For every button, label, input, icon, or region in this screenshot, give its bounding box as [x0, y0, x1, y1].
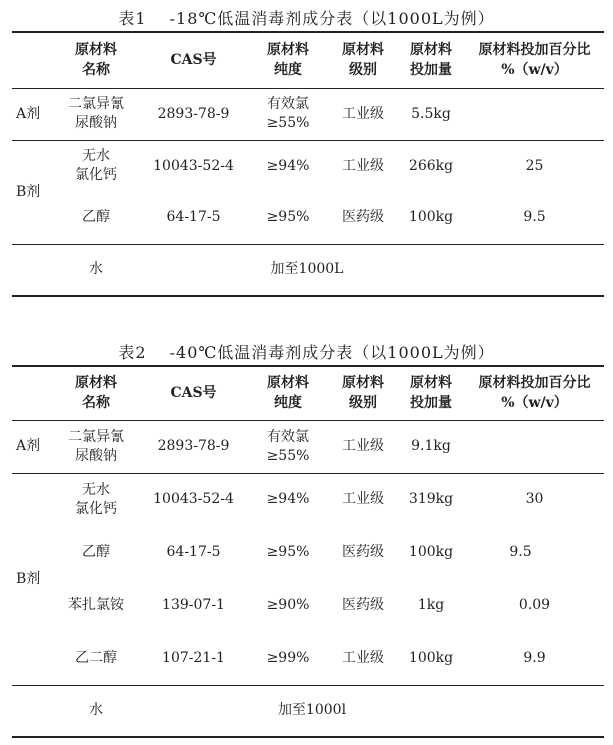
table-row — [12, 420, 604, 473]
water-value: 加至1000L — [140, 244, 604, 296]
grade: 医药级 — [342, 544, 384, 560]
table1 — [12, 31, 604, 297]
material-name: 二氯异氰 尿酸钠 — [52, 88, 140, 140]
material-name: 乙醇 — [82, 544, 110, 560]
cas-number: 10043-52-4 — [140, 140, 247, 192]
table-row-water — [12, 244, 604, 296]
percent — [465, 88, 604, 140]
water-label: 水 — [52, 685, 140, 737]
header-percent: 原材料投加百分比 %（w/v） — [465, 32, 604, 88]
cas-number: 10043-52-4 — [140, 473, 247, 526]
header-percent: 原材料投加百分比 %（w/v） — [465, 366, 604, 420]
amount: 319kg — [397, 473, 465, 526]
cas-number: 139-07-1 — [162, 597, 225, 613]
purity: ≥90% — [266, 597, 310, 613]
header-material: 原材料 名称 — [52, 366, 140, 420]
grade: 医药级 — [342, 597, 384, 613]
cas-number: 2893-78-9 — [140, 88, 247, 140]
purity: ≥99% — [266, 649, 310, 666]
grade: 工业级 — [342, 649, 384, 666]
table-row — [12, 192, 604, 244]
material-name: 乙醇 — [82, 209, 110, 226]
table-row — [12, 140, 604, 192]
agent-b-label: B剂 — [12, 140, 52, 244]
table2-caption: 表2 -40℃低温消毒剂成分表（以1000L为例） — [118, 343, 495, 362]
percent: 25 — [465, 140, 604, 192]
percent: 0.09 — [518, 597, 551, 613]
water-value: 加至1000l — [140, 685, 604, 737]
grade: 工业级 — [329, 88, 397, 140]
header-amount: 原材料 投加量 — [397, 366, 465, 420]
grade: 工业级 — [329, 140, 397, 192]
material-name: 无水 氯化钙 — [52, 473, 140, 526]
header-material: 原材料 名称 — [52, 32, 140, 88]
header-cas: CAS号 — [140, 32, 247, 88]
table1-caption: 表1 -18℃低温消毒剂成分表（以1000L为例） — [118, 9, 495, 28]
percent: 9.9 — [523, 649, 546, 666]
percent — [465, 420, 604, 473]
grade: 工业级 — [329, 420, 397, 473]
cas-number: 64-17-5 — [166, 209, 221, 226]
material-name: 乙二醇 — [75, 649, 117, 666]
header-purity: 原材料 纯度 — [247, 366, 329, 420]
cas-number: 2893-78-9 — [140, 420, 247, 473]
header-grade: 原材料 级别 — [329, 32, 397, 88]
purity: ≥95% — [266, 209, 310, 226]
cas-number: 107-21-1 — [162, 649, 225, 666]
table2-header-row — [12, 366, 604, 420]
header-purity: 原材料 纯度 — [247, 32, 329, 88]
table-row-water — [12, 685, 604, 737]
water-label: 水 — [52, 244, 140, 296]
grade: 工业级 — [329, 473, 397, 526]
amount: 5.5kg — [397, 88, 465, 140]
purity: 有效氯 ≥55% — [247, 88, 329, 140]
table1-header-row — [12, 32, 604, 88]
table-row — [12, 526, 604, 579]
amount: 100kg — [408, 544, 454, 560]
table-row — [12, 579, 604, 632]
material-name: 无水 氯化钙 — [52, 140, 140, 192]
purity: ≥95% — [266, 544, 310, 560]
purity: ≥94% — [247, 473, 329, 526]
percent: 9.5 — [523, 209, 546, 226]
amount: 100kg — [408, 209, 454, 226]
percent: 30 — [465, 473, 604, 526]
purity: 有效氯 ≥55% — [247, 420, 329, 473]
header-amount: 原材料 投加量 — [397, 32, 465, 88]
table-row — [12, 473, 604, 526]
grade: 医药级 — [342, 209, 384, 226]
agent-b-label: B剂 — [12, 473, 52, 685]
agent-a-label: A剂 — [12, 88, 52, 140]
amount: 1kg — [417, 597, 445, 613]
table-row — [12, 632, 604, 685]
table2 — [12, 365, 604, 738]
agent-a-label: A剂 — [12, 420, 52, 473]
percent: 9.5 — [509, 544, 532, 560]
amount: 266kg — [397, 140, 465, 192]
cas-number: 64-17-5 — [166, 544, 221, 560]
material-name: 苯扎氯铵 — [68, 597, 124, 613]
header-cas: CAS号 — [140, 366, 247, 420]
table-row — [12, 88, 604, 140]
material-name: 二氯异氰 尿酸钠 — [52, 420, 140, 473]
amount: 100kg — [408, 649, 454, 666]
header-grade: 原材料 级别 — [329, 366, 397, 420]
purity: ≥94% — [247, 140, 329, 192]
amount: 9.1kg — [397, 420, 465, 473]
